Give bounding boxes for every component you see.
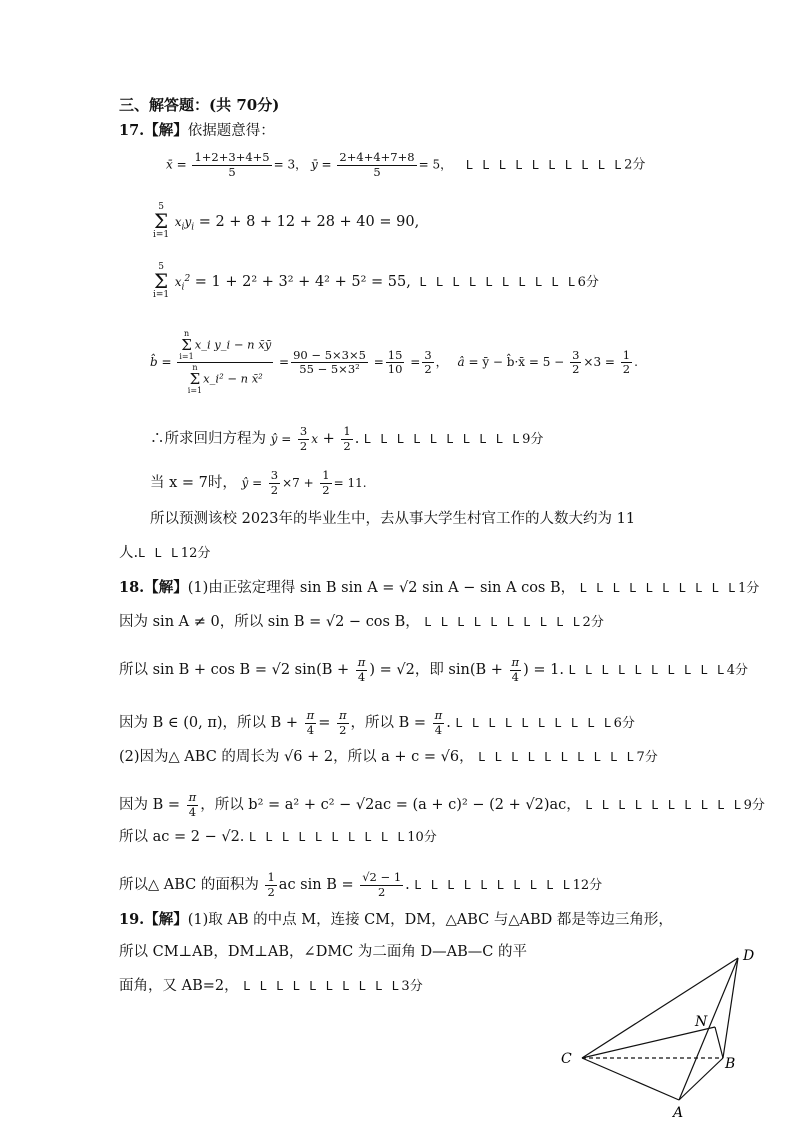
edge-DA bbox=[679, 958, 738, 1100]
q18-score-4: 6分 bbox=[613, 716, 635, 731]
q17-heading bbox=[119, 124, 275, 139]
q18-line-7: 所以 ac = 2 − √2. L L L L L L L L L L10分 bbox=[119, 829, 437, 845]
q18-tag: 【解】 bbox=[144, 579, 188, 596]
q19-line-2: 所以 CM⊥AB，DM⊥AB，∠DMC 为二面角 D—AB—C 的平 bbox=[119, 944, 527, 960]
q18-score-7: 10分 bbox=[407, 830, 437, 845]
q18-line-6: 因为 B = $\frac{\pi}{4}$ ，所以 b² = a² + c² − √2ac = (a + c)² − (2 + √2)ac， L L L L L L L L L L9分 bbox=[119, 790, 765, 819]
q18-line-3: 所以 sin B + cos B = √2 sin(B + $\frac{\pi}{4}$ ) = √2，即 sin(B + $\frac{\pi}{4}$ ) = 1. L L L L L L L L L L4分 bbox=[119, 655, 749, 684]
edge-DB bbox=[723, 958, 738, 1058]
q17-coeff-line: b̂ = n Σ i=1 x_i y_i − n x̄ȳ n Σ i=1 x_i² − n x̄² = $\frac{90 - 5\times 3\times 5}{\text{55 − 5×3²}}$ = $\frac{15}{10}$ = $\frac{3}{2}$ ， â = ȳ − b̂·x̄ = 5 − $\frac{3}{2}$ ×3 = $\frac{1}{2}$ . bbox=[150, 329, 638, 395]
q18-score-5: 7分 bbox=[636, 750, 658, 765]
q18-score-2: 2分 bbox=[582, 615, 604, 630]
q19-line-1: 19.【解】(1)取 AB 的中点 M，连接 CM，DM，△ABC 与△ABD 都是等边三角形， bbox=[119, 911, 673, 928]
label-C: C bbox=[561, 1051, 572, 1067]
q18-line-4: 因为 B ∈ (0, π)，所以 B + $\frac{\pi}{4}$ = $\frac{\pi}{2}$ ，所以 B = $\frac{\pi}{4}$ . L L L L L L L L L L6分 bbox=[119, 708, 635, 737]
q17-score-3: 6分 bbox=[577, 274, 599, 290]
q17-sum-xy-line: 5 Σ i=1 $x_iy_i = 2 + 8 + 12 + 28 + 40 = 90$, bbox=[153, 202, 420, 241]
q17-intro: 依据题意得： bbox=[187, 123, 275, 139]
q18-number: 18. bbox=[119, 579, 145, 596]
q19-number: 19. bbox=[119, 911, 145, 928]
q18-line-8: 所以△ ABC 的面积为 $\frac{1}{2}$ ac sin B = $\frac{√2 - 1}{2}$ . L L L L L L L L L L12分 bbox=[119, 870, 603, 899]
b-hat-fraction: n Σ i=1 x_i y_i − n x̄ȳ n Σ i=1 x_i² − n x̄² bbox=[179, 329, 272, 395]
label-D: D bbox=[743, 948, 755, 964]
q17-score-8: 12分 bbox=[180, 546, 211, 561]
q17-score-1: 2分 bbox=[624, 157, 646, 173]
label-B: B bbox=[725, 1056, 736, 1072]
q17-dots-5: L L L L L L L L L L bbox=[363, 432, 523, 446]
q17-dots-3: L L L L L L L L L L bbox=[419, 274, 578, 289]
q19-score-3: 3分 bbox=[401, 979, 423, 994]
xbar-fraction: $\frac{1+2+3+4+5}{5}$ bbox=[194, 150, 270, 179]
q18-line-1: 18.【解】(1)由正弦定理得 sin B sin A = √2 sin A − sin A cos B， L L L L L L L L L L1分 bbox=[119, 579, 760, 596]
edge-CD bbox=[582, 958, 738, 1058]
q17-predict-line: 当 x = 7时， ŷ = $\frac{3}{2}$ ×7 + $\frac{1}{2}$ = 11. bbox=[150, 468, 367, 497]
q17-tag: 【解】 bbox=[144, 122, 188, 139]
tetrahedron-figure bbox=[555, 940, 775, 1120]
q17-conclusion: 所以预测该校 2023年的毕业生中，去从事大学生村官工作的人数大约为 11 bbox=[150, 511, 636, 527]
q17-conclusion-end: 人.L L L12分 bbox=[119, 545, 211, 561]
q19-tag: 【解】 bbox=[144, 911, 188, 928]
q18-score-8: 12分 bbox=[572, 878, 603, 893]
label-A: A bbox=[673, 1105, 684, 1120]
q19-line-3: 面角，又 AB=2， L L L L L L L L L L3分 bbox=[119, 978, 423, 994]
edge-NB bbox=[715, 1027, 723, 1058]
ybar-fraction: $\frac{2+4+4+7+8}{5}$ bbox=[339, 150, 415, 179]
edge-CA bbox=[582, 1058, 679, 1100]
q18-score-6: 9分 bbox=[743, 798, 765, 813]
q18-line-5: (2)因为△ ABC 的周长为 √6 + 2，所以 a + c = √6， L L L L L L L L L L7分 bbox=[119, 749, 658, 765]
q17-sum-x2-line: 5 Σ i=1 $x_i^2 = 1 + 2^2 + 3^2 + 4^2 + 5^2 = 55$, L L L L L L L L L L6分 bbox=[153, 262, 599, 301]
q17-regression-line: ∴所求回归方程为 ŷ = $\frac{3}{2}$ x + $\frac{1}{2}$ . L L L L L L L L L L9分 bbox=[150, 424, 544, 453]
q17-means-line: x̄ = $\frac{1+2+3+4+5}{5}$ = 3， ȳ = $\frac{2+4+4+7+8}{5}$ = 5， L L L L L L L L L L2分 bbox=[166, 150, 646, 179]
q18-score-1: 1分 bbox=[737, 581, 760, 596]
q18-score-3: 4分 bbox=[726, 663, 749, 678]
q17-number: 17. bbox=[119, 122, 145, 139]
edge-CN bbox=[582, 1027, 715, 1058]
section-title: 三、解答题：(共 70分) bbox=[119, 96, 280, 114]
edge-AB bbox=[679, 1058, 723, 1100]
label-N: N bbox=[695, 1014, 708, 1030]
q17-dots-1: L L L L L L L L L L bbox=[465, 157, 625, 172]
q18-line-2: 因为 sin A ≠ 0，所以 sin B = √2 − cos B， L L L L L L L L L L2分 bbox=[119, 614, 604, 630]
q17-score-5: 9分 bbox=[522, 432, 544, 447]
